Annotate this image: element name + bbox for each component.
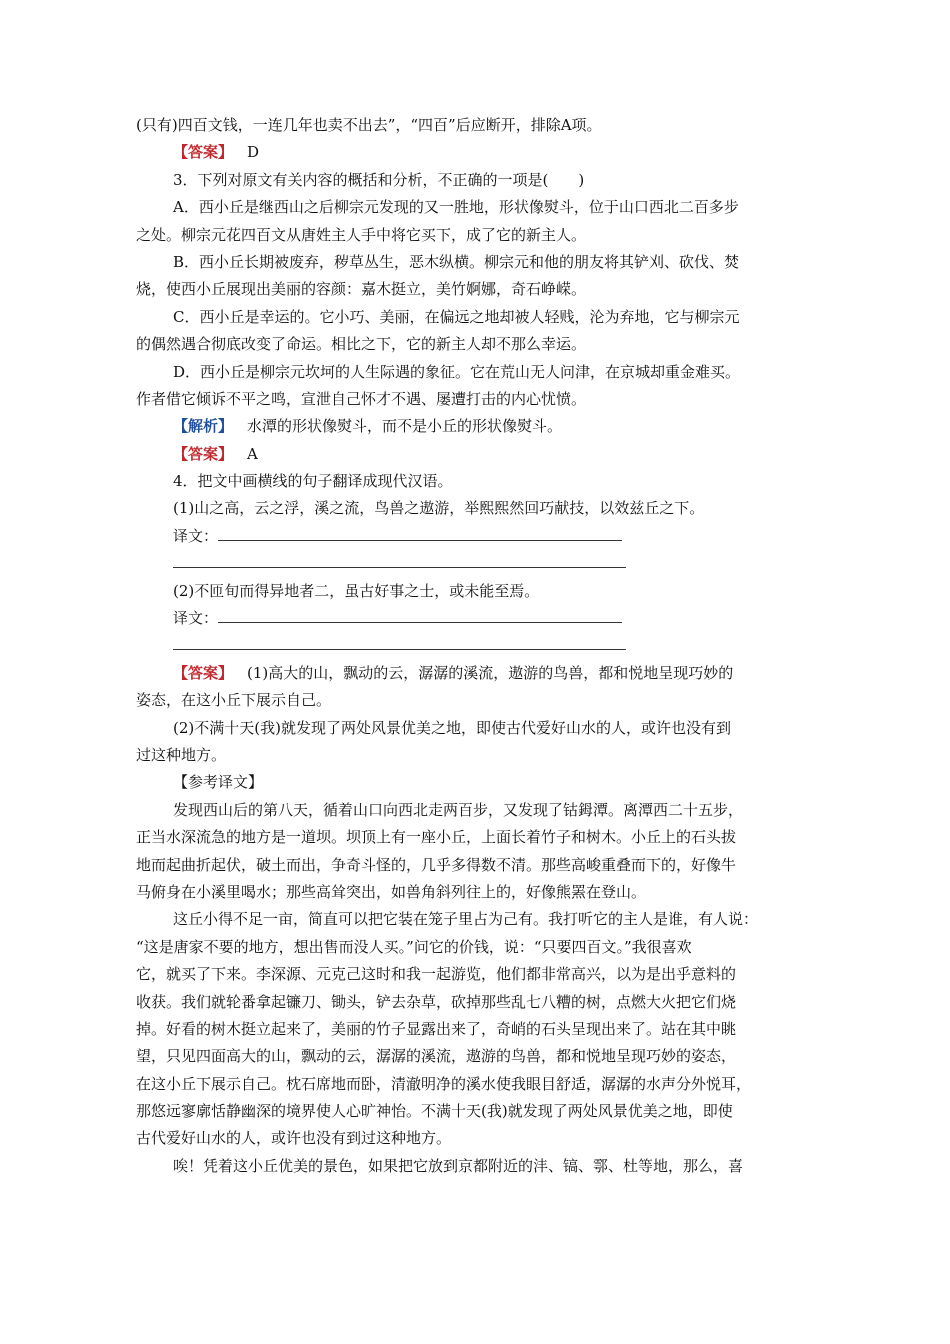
- question-4: 4．把文中画横线的句子翻译成现代汉语。: [173, 472, 453, 491]
- paragraph-line: 地而起曲折起伏，破土而出，争奇斗怪的，几乎多得数不清。那些高峻重叠而下的，好像牛: [136, 855, 737, 874]
- answer-blank-row: [136, 632, 826, 659]
- option-d-cont: 作者借它倾诉不平之鸣，宣泄自己怀才不遇、屡遭打击的内心忧愤。: [136, 389, 587, 408]
- paragraph-line: 这丘小得不足一亩，简直可以把它装在笼子里占为己有。我打听它的主人是谁，有人说：: [173, 910, 759, 929]
- analysis-row: [136, 413, 826, 440]
- paragraph-line: 发现西山后的第八天，循着山口向西北走两百步，又发现了钴鉧潭。离潭西二十五步，: [173, 800, 744, 819]
- question-3: 3．下列对原文有关内容的概括和分析，不正确的一项是( ): [173, 170, 585, 189]
- paragraph-line: 古代爱好山水的人，或许也没有到过这种地方。: [136, 1129, 452, 1148]
- sentence-1: (1)山之高，云之浮，溪之流，鸟兽之遨游，举熙熙然回巧献技，以效兹丘之下。: [173, 499, 705, 518]
- answer-blank[interactable]: [218, 524, 622, 541]
- answer-tag: 【答案】: [173, 663, 234, 682]
- answer-text: (1)高大的山，飘动的云，潺潺的溪流，遨游的鸟兽，都和悦地呈现巧妙的: [247, 663, 734, 682]
- answer-tag: 【答案】: [173, 444, 234, 463]
- paragraph-line: 掉。好看的树木挺立起来了，美丽的竹子显露出来了，奇峭的石头呈现出来了。站在其中眺: [136, 1019, 737, 1038]
- paragraph-line: 在这小丘下展示自己。枕石席地而卧，清澈明净的溪水使我眼目舒适，潺潺的水声分外悦耳，: [136, 1074, 752, 1093]
- analysis-text: 水潭的形状像熨斗，而不是小丘的形状像熨斗。: [247, 417, 563, 436]
- paragraph-line: 马俯身在小溪里喝水；那些高耸突出，如兽角斜列往上的，好像熊罴在登山。: [136, 882, 647, 901]
- sentence-2: (2)不匝旬而得异地者二，虽古好事之士，或未能至焉。: [173, 581, 540, 600]
- paragraph-line: 正当水深流急的地方是一道坝。坝顶上有一座小丘，上面长着竹子和树木。小丘上的石头拔: [136, 828, 737, 847]
- answer-row: [136, 139, 826, 166]
- answer-text-2-cont: 过这种地方。: [136, 745, 227, 764]
- option-b-cont: 烧，使西小丘展现出美丽的容颜：嘉木挺立，美竹婀娜，奇石峥嵘。: [136, 280, 587, 299]
- answer-row: [136, 441, 826, 468]
- option-d: D．西小丘是柳宗元坎坷的人生际遇的象征。它在荒山无人问津，在京城却重金难买。: [173, 362, 741, 381]
- document-body: [136, 112, 826, 1180]
- analysis-tag: 【解析】: [173, 417, 234, 436]
- answer-blank[interactable]: [173, 633, 626, 650]
- answer-text: D: [247, 143, 260, 162]
- option-a-cont: 之处。柳宗元花四百文从唐姓主人手中将它买下，成了它的新主人。: [136, 225, 587, 244]
- translation-label: 译文：: [173, 526, 219, 545]
- translation-row: [136, 605, 826, 632]
- answer-text-cont: 姿态，在这小丘下展示自己。: [136, 691, 332, 710]
- paragraph-line: 那悠远寥廓恬静幽深的境界使人心旷神怡。不满十天(我)就发现了两处风景优美之地，即使: [136, 1102, 733, 1121]
- option-b: B．西小丘长期被废弃，秽草丛生，恶木纵横。柳宗元和他的朋友将其铲刈、砍伐、焚: [173, 252, 740, 271]
- paragraph-line: 收获。我们就轮番拿起镰刀、锄头，铲去杂草，砍掉那些乱七八糟的树，点燃大火把它们烧: [136, 992, 737, 1011]
- answer-blank[interactable]: [218, 606, 622, 623]
- answer-blank[interactable]: [173, 551, 626, 568]
- answer-text-2: (2)不满十天(我)就发现了两处风景优美之地，即使古代爱好山水的人，或许也没有到: [173, 718, 731, 737]
- answer-text: A: [247, 444, 258, 463]
- answer-row: [136, 660, 826, 687]
- translation-row: [136, 523, 826, 550]
- paragraph-line: 它，就买了下来。李深源、元克己这时和我一起游览，他们都非常高兴，以为是出乎意料的: [136, 965, 737, 984]
- paragraph-line: 望，只见四面高大的山，飘动的云，潺潺的溪流，遨游的鸟兽，都和悦地呈现巧妙的姿态，: [136, 1047, 737, 1066]
- text-line: (只有)四百文钱，一连几年也卖不出去”，“四百”后应断开，排除A项。: [136, 116, 602, 134]
- option-a: A．西小丘是继西山之后柳宗元发现的又一胜地，形状像熨斗，位于山口西北二百多步: [173, 198, 739, 217]
- answer-blank-row: [136, 550, 826, 577]
- paragraph-line: “这是唐家不要的地方，想出售而没人买。”问它的价钱，说：“只要四百文。”我很喜欢: [136, 937, 692, 956]
- reference-title: 【参考译文】: [173, 773, 264, 792]
- translation-label: 译文：: [173, 609, 219, 628]
- paragraph-line: 唉！凭着这小丘优美的景色，如果把它放到京都附近的沣、镐、鄠、杜等地，那么，喜: [173, 1156, 744, 1175]
- option-c-cont: 的偶然遇合彻底改变了命运。相比之下，它的新主人却不那么幸运。: [136, 335, 587, 354]
- answer-tag: 【答案】: [173, 143, 234, 162]
- option-c: C．西小丘是幸运的。它小巧、美丽，在偏远之地却被人轻贱，沦为弃地，它与柳宗元: [173, 307, 740, 326]
